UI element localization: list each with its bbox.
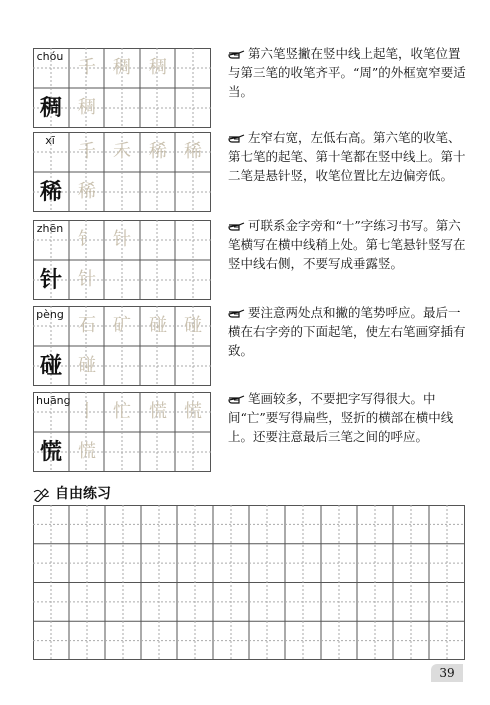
pointing-hand-icon <box>228 49 246 60</box>
trace-character: 碰 <box>149 315 167 336</box>
char-block-5 <box>33 392 211 472</box>
trace-character: 千 <box>78 57 96 78</box>
pinyin: pèng <box>36 308 64 321</box>
trace-character: 钅 <box>78 229 96 250</box>
note-text: 笔画较多，不要把字写得很大。中间“亡”要写得扁些，竖折的横部在横中线上。还要注意最后三笔之间的呼应。 <box>228 391 454 444</box>
model-character: 慌 <box>39 439 62 465</box>
pinyin: zhēn <box>36 222 64 235</box>
trace-character: 稠 <box>78 97 96 118</box>
trace-character: 稠 <box>149 57 167 78</box>
pointing-hand-icon <box>228 221 246 232</box>
trace-character: 稀 <box>184 141 202 162</box>
practice-title: 自由练习 <box>55 486 111 502</box>
model-character: 稀 <box>39 179 62 205</box>
writing-note-2 <box>228 128 468 185</box>
trace-character: 慌 <box>78 441 96 462</box>
trace-character: 稀 <box>78 181 96 202</box>
trace-character: 碰 <box>78 355 96 376</box>
writing-note-5 <box>228 389 468 446</box>
writing-note-4 <box>228 303 468 360</box>
model-character: 碰 <box>39 353 62 379</box>
trace-character: 忙 <box>113 401 131 422</box>
trace-character: 慌 <box>149 401 167 422</box>
trace-character: 丨 <box>78 401 96 422</box>
trace-character: 稀 <box>149 141 167 162</box>
pinyin: xī <box>45 134 55 147</box>
writing-note-3 <box>228 216 468 273</box>
pinyin: huāng <box>36 394 71 407</box>
trace-character: 千 <box>78 141 96 162</box>
pen-icon <box>33 486 51 502</box>
pointing-hand-icon <box>228 133 246 144</box>
trace-character: 慌 <box>184 401 202 422</box>
pointing-hand-icon <box>228 394 246 405</box>
char-block-4 <box>33 306 211 386</box>
pinyin: chóu <box>36 50 64 63</box>
char-block-1 <box>33 48 211 128</box>
pointing-hand-icon <box>228 308 246 319</box>
trace-character: 禾 <box>113 141 131 162</box>
trace-character: 碰 <box>184 315 202 336</box>
free-practice-grid[interactable] <box>33 505 465 660</box>
trace-character: 针 <box>113 229 131 250</box>
note-text: 左窄右宽，左低右高。第六笔的收笔、第七笔的起笔、第十笔都在竖中线上。第十二笔是悬针竖，收笔位置比左边偏旁低。 <box>228 130 466 183</box>
note-text: 可联系金字旁和“十”字练习书写。第六笔横写在横中线稍上处。第七笔悬针竖写在竖中线右侧，不要写成垂露竖。 <box>228 218 466 271</box>
note-text: 要注意两处点和撇的笔势呼应。最后一横在右字旁的下面起笔，使左右笔画穿插有致。 <box>228 305 466 358</box>
practice-heading <box>33 483 111 503</box>
trace-character: 石 <box>78 315 96 336</box>
char-block-2 <box>33 132 211 212</box>
writing-note-1 <box>228 44 468 101</box>
note-text: 第六笔竖撇在竖中线上起笔，收笔位置与第三笔的收笔齐平。“周”的外框宽窄要适当。 <box>228 46 466 99</box>
page-number: 39 <box>431 664 463 682</box>
trace-character: 矿 <box>113 315 131 336</box>
model-character: 稠 <box>39 95 62 121</box>
char-block-3 <box>33 220 211 300</box>
trace-character: 针 <box>78 269 96 290</box>
trace-character: 稠 <box>113 57 131 78</box>
model-character: 针 <box>39 267 62 293</box>
